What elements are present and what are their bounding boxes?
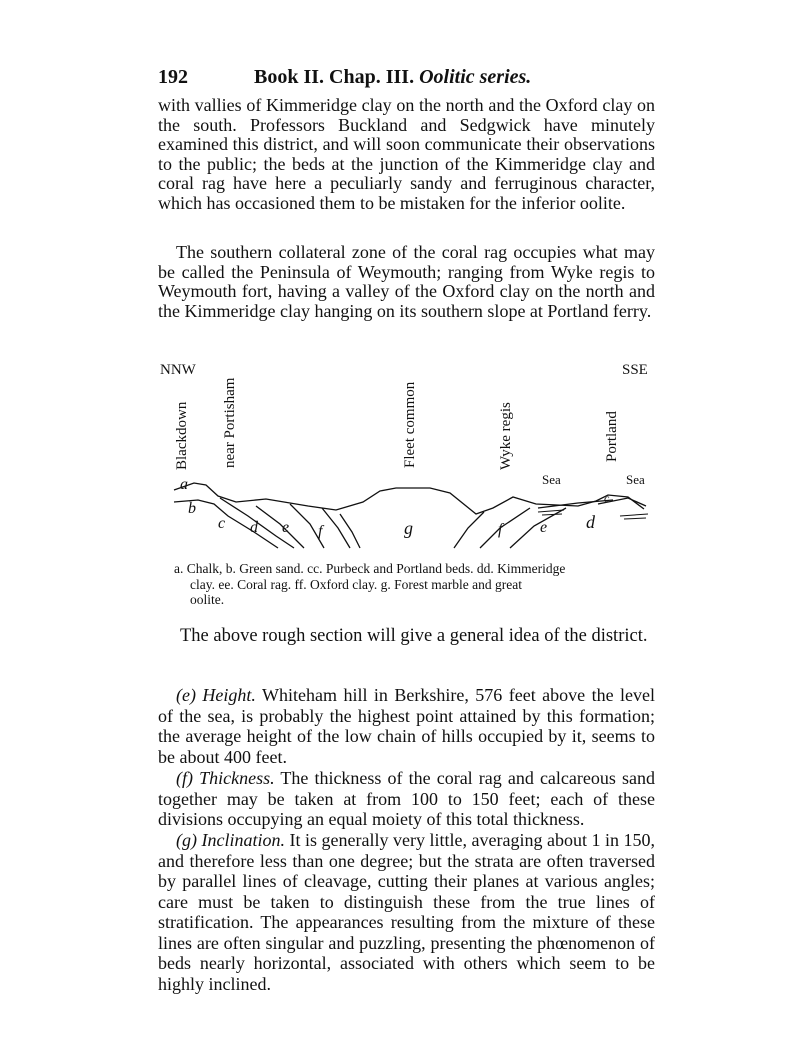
paragraph-kimmeridge: with vallies of Kimmeridge clay on the north and the Oxford clay on the south. Professors Buckland and Sedgwick have minutely examined this district, and will soon communicate their observations to the public; the beds at the junction of the Kimmeridge clay and coral rag have here a peculiarly sandy and ferruginous character, which has occasioned them to be mistaken for the inferior oolite. [158,95,655,213]
label-sea-2: Sea [626,472,645,487]
series-title: Oolitic series. [419,66,532,88]
label-portland: Portland [604,411,620,462]
bed-letter-c2: c [604,491,610,505]
label-wyke-regis: Wyke regis [498,402,514,470]
label-near-portisham: near Portisham [222,377,238,468]
surface-profile [174,483,644,514]
running-title [254,66,531,89]
inclination-text: It is generally very little, averaging about 1 in 150, and therefore less than one degree; but the strata are often traversed by parallel lines of cleavage, cutting their planes at various angles; care must be taken to distinguish these from the true lines of stratification. The appearances resulting from the mixture of these lines are often singular and puzzling, presenting the phœnomenon of beds nearly horizontal, associated with others which seem to be highly inclined. [158,830,656,994]
direction-nnw: NNW [160,362,196,378]
bed-letter-d2: d [586,512,595,532]
bed-letter-f2: f [498,521,503,538]
book-chapter: Book II. Chap. III. [254,66,415,88]
section-diagram [158,356,658,556]
inclination-heading: (g) Inclination. [176,830,285,850]
page-number: 192 [158,66,188,88]
bed-letter-b: b [188,500,196,517]
height-text: Whiteham hill in Berkshire, 576 feet above the level of the sea, is probably the highest point attained by this formation; the average height of the low chain of hills occupied by it, seems to be about 400 feet. [158,685,655,767]
paragraph-height [158,685,655,767]
paragraph-weymouth: The southern collateral zone of the coral rag occupies what may be called the Peninsula of Weymouth; ranging from Wyke regis to Weymouth fort, having a valley of the Oxford clay on the north and the Kimmeridge clay hanging on its southern slope at Portland ferry. [158,242,655,321]
caption-line-3: oolite. [190,592,225,607]
figure-caption [174,561,656,608]
bed-letter-e2: e [540,519,548,536]
bed-boundary-f-e [480,508,530,548]
bed-boundary-g-f [454,512,484,548]
caption-line-1: a. Chalk, b. Green sand. cc. Purbeck and Portland beds. dd. Kimmeridge [174,561,566,576]
geological-section-figure [158,356,658,556]
label-fleet-common: Fleet common [402,381,418,468]
bed-boundary-e-f [322,508,350,548]
thickness-heading: (f) Thickness. [176,768,275,788]
label-sea-1: Sea [542,472,561,487]
bed-boundary-f-g [340,514,360,548]
bed-letter-d: d [250,519,258,536]
paragraph-section-note: The above rough section will give a general idea of the district. [180,626,648,646]
caption-line-2: clay. ee. Coral rag. ff. Oxford clay. g. Forest marble and great [190,576,522,592]
bed-letter-a: a [180,476,188,493]
paragraph-inclination [158,830,655,994]
strata-lines [174,483,648,548]
paragraph-thickness [158,768,655,830]
label-blackdown: Blackdown [174,401,190,470]
bed-letter-f: f [318,523,323,540]
bed-letter-e: e [282,519,290,536]
bed-letter-c: c [218,515,226,532]
direction-sse: SSE [622,362,648,378]
thickness-text: The thickness of the coral rag and calcareous sand together may be taken at from 100 to 150 feet; each of these divisions occupying an equal moiety of this total thickness. [158,768,655,829]
bed-letter-g: g [404,518,413,538]
height-heading: (e) Height. [176,685,256,705]
running-header [158,66,658,92]
